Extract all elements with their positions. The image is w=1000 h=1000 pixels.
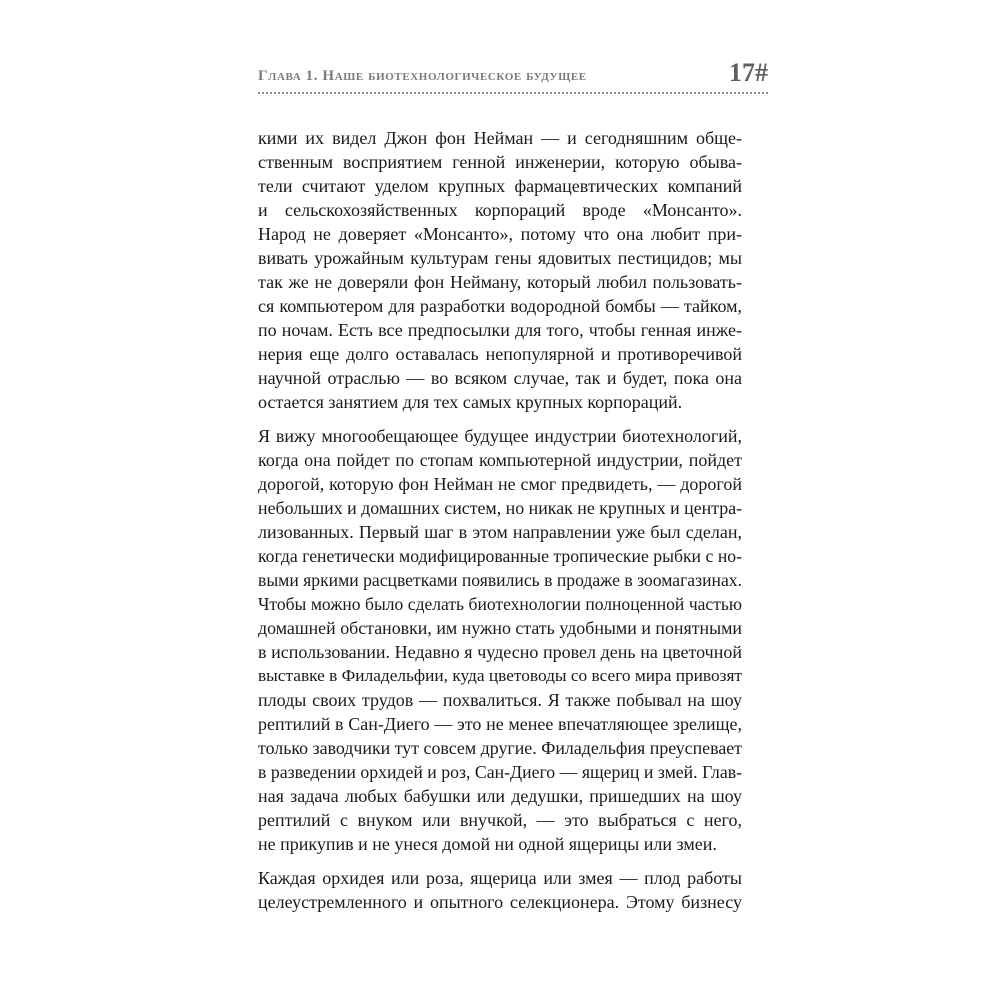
text-line: вивать урожайным культурам гены ядовитых пестицидов; мы <box>258 248 742 268</box>
text-line: рептилий в Сан-Диего — это не менее впечатляющее зрелище, <box>258 714 742 734</box>
text-line: Я вижу многообещающее будущее индустрии биотехнологий, <box>258 426 742 446</box>
text-line: дорогой, которую фон Нейман не смог предвидеть, — дорогой <box>258 474 742 494</box>
text-line: ся компьютером для разработки водородной бомбы — тайком, <box>258 296 742 316</box>
text-line: научной отраслью — во всяком случае, так и будет, пока она <box>258 368 742 388</box>
paragraph-1 <box>258 126 742 414</box>
text-line: домашней обстановки, им нужно стать удобными и понятными <box>258 618 742 638</box>
header-dotted-rule <box>258 92 768 94</box>
body-text <box>258 126 742 924</box>
text-line: Чтобы можно было сделать биотехнологии полноценной частью <box>258 594 742 614</box>
text-line: в разведении орхидей и роз, Сан-Диего — ящериц и змей. Глав- <box>258 762 742 782</box>
text-line: не прикупив и не унеся домой ни одной ящерицы или змеи. <box>258 834 717 854</box>
text-line: выми яркими расцветками появились в продаже в зоомагазинах. <box>258 570 742 590</box>
text-line: тели считают уделом крупных фармацевтических компаний <box>258 176 742 196</box>
text-line: ственным восприятием генной инженерии, которую обыва- <box>258 152 742 172</box>
text-line: в использовании. Недавно я чудесно провел день на цветочной <box>258 642 742 662</box>
text-line: плоды своих трудов — похвалиться. Я также побывал на шоу <box>258 690 742 710</box>
text-line: Народ не доверяет «Монсанто», потому что она любит при- <box>258 224 742 244</box>
text-line: когда генетически модифицированные тропические рыбки с но- <box>258 546 742 566</box>
page-number: 17# <box>729 58 768 87</box>
text-line: только заводчики тут совсем другие. Филадельфия преуспевает <box>258 738 742 758</box>
text-line: по ночам. Есть все предпосылки для того, чтобы генная инже- <box>258 320 742 340</box>
text-line: остается занятием для тех самых крупных корпораций. <box>258 392 683 412</box>
paragraph-2 <box>258 424 742 856</box>
paragraph-3 <box>258 866 742 914</box>
chapter-title: Глава 1. Наше биотехнологическое будущее <box>258 68 587 84</box>
text-line: Каждая орхидея или роза, ящерица или змея — плод работы <box>258 868 742 888</box>
text-line: целеустремленного и опытного селекционера. Этому бизнесу <box>258 892 742 912</box>
text-line: когда она пойдет по стопам компьютерной индустрии, пойдет <box>258 450 742 470</box>
text-line: небольших и домашних систем, но никак не крупных и центра- <box>258 498 743 518</box>
running-header <box>258 58 768 94</box>
text-line: кими их видел Джон фон Нейман — и сегодняшним обще- <box>258 128 742 148</box>
text-line: рептилий с внуком или внучкой, — это выбраться с него, <box>258 810 742 830</box>
text-line: нерия еще долго оставалась непопулярной и противоречивой <box>258 344 742 364</box>
text-line: ная задача любых бабушки или дедушки, пришедших на шоу <box>258 786 742 806</box>
text-line: лизованных. Первый шаг в этом направлении уже был сделан, <box>258 522 742 542</box>
text-line: и сельскохозяйственных корпораций вроде «Монсанто». <box>258 200 742 220</box>
text-line: выставке в Филадельфии, куда цветоводы со всего мира привозят <box>258 666 742 685</box>
text-line: так же не доверяли фон Нейману, который любил пользовать- <box>258 272 742 292</box>
